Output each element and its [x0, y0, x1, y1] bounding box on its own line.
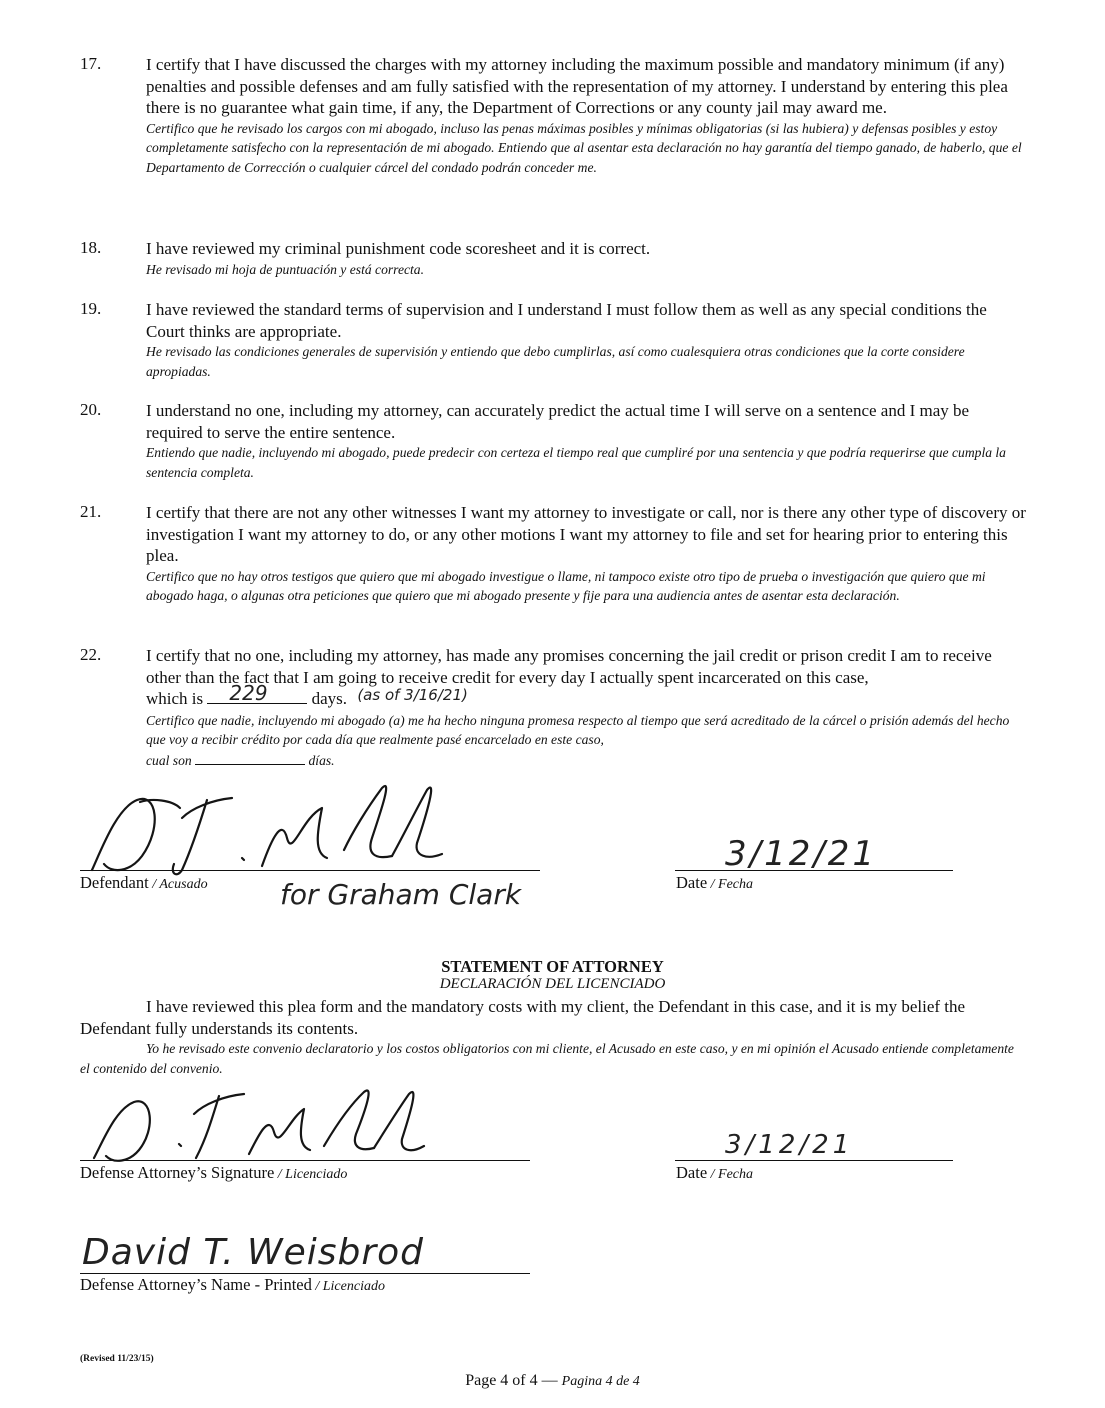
handwritten-for-graham-clark: for Graham Clark [280, 878, 522, 911]
attorney-handwritten-name: David T. Weisbrod [82, 1232, 425, 1273]
defendant-label: Defendant / Acusado [80, 873, 208, 892]
days-label: days. [311, 689, 348, 708]
statement-of-attorney-subtitle: DECLARACIÓN DEL LICENCIADO [439, 976, 666, 992]
paragraph-number: 17. [80, 54, 102, 73]
attorney-name-label: Defense Attorney’s Name - Printed / Licenciado [80, 1275, 385, 1294]
attorney-handwritten-date: 3/12/21 [725, 1130, 854, 1160]
which-is-label: which is [146, 689, 204, 708]
attorney-signature-line[interactable] [80, 1160, 530, 1161]
defendant-handwritten-date: 3/12/21 [725, 834, 878, 874]
attorney-statement-english: I have reviewed this plea form and the mandatory costs with my client, the Defendant in this case, and it is my belief the Defendant fully understands its contents. [80, 997, 966, 1038]
attorney-statement-spanish: Yo he revisado este convenio declaratorio y los costos obligatorios con mi cliente, el Acusado en este caso, y en mi opinión el Acusado entiende completamente el contenido del convenio. [80, 1041, 1014, 1076]
paragraph-text-english: I certify that I have discussed the charges with my attorney including the maximum possible and mandatory minimum (if any) penalties and possible defenses and am fully satisfied with the representation of my attorney. I understand by entering this plea there is no guarantee what gain time, if any, the Department of Corrections or any county jail may award me. [146, 55, 1008, 117]
defendant-date-label: Date / Fecha [676, 873, 754, 892]
paragraph-text-english: I have reviewed the standard terms of supervision and I understand I must follow them as well as any special conditions the Court thinks are appropriate. [146, 300, 987, 341]
paragraph-text-english: I certify that there are not any other witnesses I want my attorney to investigate or call, nor is there any other type of discovery or investigation I want my attorney to do, or any other motions I want my attorney to file and set for hearing prior to entering this plea. [146, 503, 1026, 565]
attorney-date-line[interactable] [675, 1160, 953, 1161]
paragraph-text-english: I understand no one, including my attorney, can accurately predict the actual time I will serve on a sentence and I may be required to serve the entire sentence. [146, 401, 970, 442]
paragraph-text-spanish: Certifico que he revisado los cargos con mi abogado, incluso las penas máximas posibles y mínimas obligatorias (si las hubiera) y defensas posibles y estoy completamente satisfecho con la representación de mi abogado. Entiendo que al asentar esta declaración no hay garantía del tiempo ganado, de haberlo, que el Departamento de Corrección o cualquier cárcel del condado podrán conceder me. [146, 120, 1022, 175]
paragraph-number: 19. [80, 299, 102, 318]
attorney-name-line[interactable] [80, 1273, 530, 1274]
attorney-signature-label: Defense Attorney’s Signature / Licenciado [80, 1163, 348, 1182]
paragraph-number: 18. [80, 238, 102, 257]
handwritten-as-of-note: (as of 3/16/21) [357, 686, 468, 704]
paragraph-number: 22. [80, 645, 102, 664]
dias-label: días. [308, 752, 335, 768]
paragraph-number: 20. [80, 400, 102, 419]
attorney-signature [84, 1084, 424, 1164]
paragraph-text-spanish [146, 711, 1026, 771]
jail-credit-text-spanish: Certifico que nadie, incluyendo mi abogado (a) me ha hecho ninguna promesa respecto al tiempo que será acreditado de la cárcel o prisión además del hecho que voy a recibir crédito por cada día que realmente pasé encarcelado en este caso, [146, 712, 1010, 747]
defendant-signature-line[interactable] [80, 870, 540, 871]
paragraph-text-spanish: He revisado mi hoja de puntuación y está correcta. [146, 261, 424, 277]
jail-credit-text: I certify that no one, including my attorney, has made any promises concerning the jail credit or prison credit I am to receive other than the fact that I am going to receive credit for every day I actually spent incarcerated on this case, [146, 646, 992, 687]
revised-date: (Revised 11/23/15) [80, 1354, 154, 1364]
cual-son-label: cual son [146, 752, 192, 768]
handwritten-days: 229 [229, 681, 268, 705]
page-number: Page 4 of 4 — Pagina 4 de 4 [465, 1372, 640, 1389]
defendant-signature [82, 778, 442, 878]
paragraph-text-english: I have reviewed my criminal punishment code scoresheet and it is correct. [146, 239, 651, 258]
paragraph-number: 21. [80, 502, 102, 521]
attorney-date-label: Date / Fecha [676, 1163, 754, 1182]
paragraph-text-spanish: Entiendo que nadie, incluyendo mi abogado, puede predecir con certeza el tiempo real que cumpliré por una sentencia y que podría requerirse que cumpla la sentencia completa. [146, 445, 1006, 480]
paragraph-text-spanish: He revisado las condiciones generales de supervisión y entiendo que debo cumplirlas, así como cualesquiera otras condiciones que la corte considere apropiadas. [146, 344, 965, 379]
defendant-date-line[interactable] [675, 870, 953, 871]
paragraph-text-spanish: Certifico que no hay otros testigos que quiero que mi abogado investigue o llame, ni tampoco existe otro tipo de prueba o investigación que quiero que mi abogado haga, o algunas otra peticiones que quiero que mi abogado presente y fije para una audiencia antes de asentar esta declaración. [146, 568, 986, 603]
days-credit-field[interactable] [207, 681, 307, 705]
paragraph-text-english [146, 645, 1026, 711]
statement-of-attorney-title: STATEMENT OF ATTORNEY [441, 957, 664, 976]
dias-field[interactable] [195, 750, 305, 765]
